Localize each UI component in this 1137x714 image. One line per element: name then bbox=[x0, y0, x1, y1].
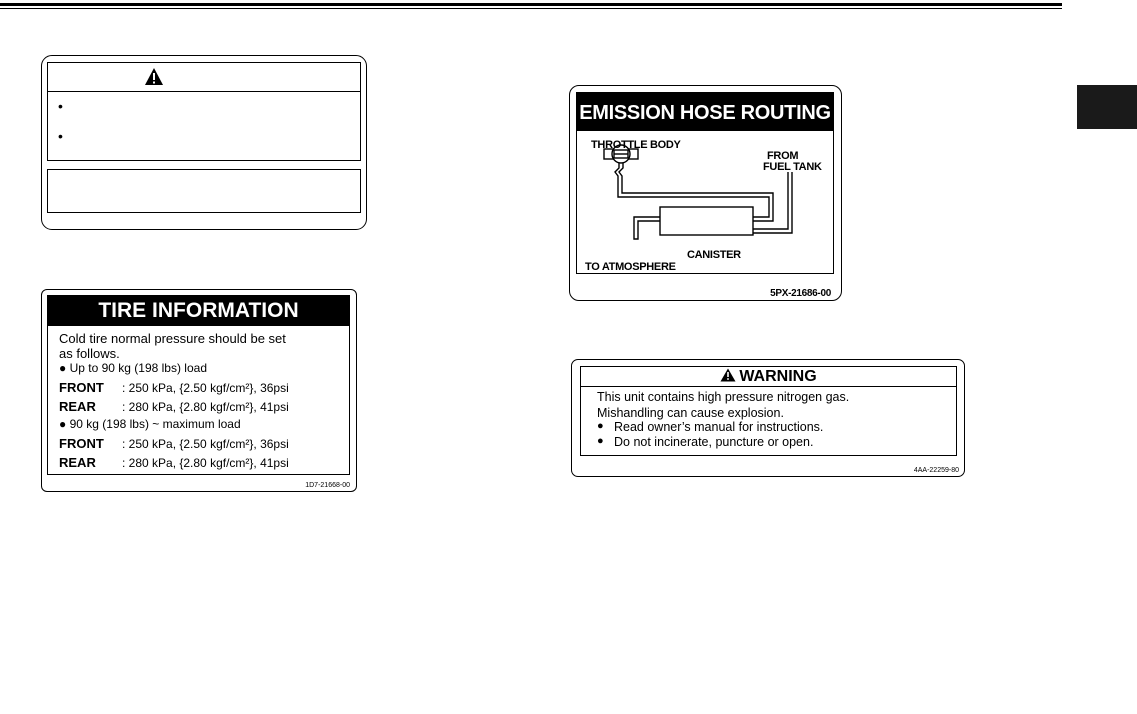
warning-triangle-icon bbox=[144, 67, 164, 86]
tire-information-title: TIRE INFORMATION bbox=[48, 296, 349, 326]
front-label-2: FRONT bbox=[59, 436, 104, 451]
nitrogen-warning-label bbox=[571, 359, 965, 477]
warning-part-code: 4AA-22259-80 bbox=[913, 467, 959, 474]
to-atmosphere-text: TO ATMOSPHERE bbox=[585, 261, 676, 273]
from-text: FROM bbox=[767, 150, 799, 162]
rear-value-1: : 280 kPa, {2.80 kgf/cm²}, 41psi bbox=[122, 400, 289, 414]
front-value-2: : 250 kPa, {2.50 kgf/cm²}, 36psi bbox=[122, 437, 289, 451]
header-rule bbox=[0, 3, 1062, 6]
blank-warning-box bbox=[47, 62, 361, 161]
bullet-dot-2: ● bbox=[597, 435, 604, 447]
canister-icon bbox=[660, 207, 753, 235]
rear-label-2: REAR bbox=[59, 455, 96, 470]
warning-header bbox=[581, 367, 956, 387]
tire-part-code: 1D7-21668-00 bbox=[305, 482, 350, 489]
tire-intro-line1: Cold tire normal pressure should be set bbox=[59, 331, 286, 346]
nitrogen-warning-panel bbox=[580, 366, 957, 456]
front-value-1: : 250 kPa, {2.50 kgf/cm²}, 36psi bbox=[122, 381, 289, 395]
blank-note-box bbox=[47, 169, 361, 213]
rear-value-2: : 280 kPa, {2.80 kgf/cm²}, 41psi bbox=[122, 456, 289, 470]
tire-section-1: ● Up to 90 kg (198 lbs) load bbox=[59, 361, 207, 375]
bullet-2: • bbox=[58, 128, 63, 144]
warning-bullet1: Read owner’s manual for instructions. bbox=[614, 420, 824, 434]
rear-label-1: REAR bbox=[59, 399, 96, 414]
emission-hose-panel bbox=[576, 92, 834, 274]
tire-intro-line2: as follows. bbox=[59, 346, 120, 361]
canister-text: CANISTER bbox=[687, 249, 741, 261]
tire-information-label bbox=[41, 289, 357, 492]
warning-title: WARNING bbox=[739, 368, 817, 385]
tire-information-panel bbox=[47, 295, 350, 475]
bullet-dot-1: ● bbox=[597, 420, 604, 432]
fuel-tank-text: FUEL TANK bbox=[763, 161, 822, 173]
blank-warning-header bbox=[48, 63, 360, 92]
warning-triangle-icon bbox=[720, 368, 736, 382]
emission-part-code: 5PX-21686-00 bbox=[770, 288, 831, 299]
tire-section-2: ● 90 kg (198 lbs) ~ maximum load bbox=[59, 417, 241, 431]
bullet-1: • bbox=[58, 98, 63, 114]
header-rule-thin bbox=[0, 8, 1062, 9]
warning-line1: This unit contains high pressure nitrogen gas. bbox=[597, 390, 850, 404]
warning-line2: Mishandling can cause explosion. bbox=[597, 406, 784, 420]
warning-bullet2: Do not incinerate, puncture or open. bbox=[614, 435, 814, 449]
throttle-body-text: THROTTLE BODY bbox=[591, 139, 681, 151]
blank-warning-label bbox=[41, 55, 367, 230]
front-label-1: FRONT bbox=[59, 380, 104, 395]
chapter-tab bbox=[1077, 85, 1137, 129]
emission-hose-label bbox=[569, 85, 842, 301]
emission-title: EMISSION HOSE ROUTING bbox=[577, 93, 833, 131]
